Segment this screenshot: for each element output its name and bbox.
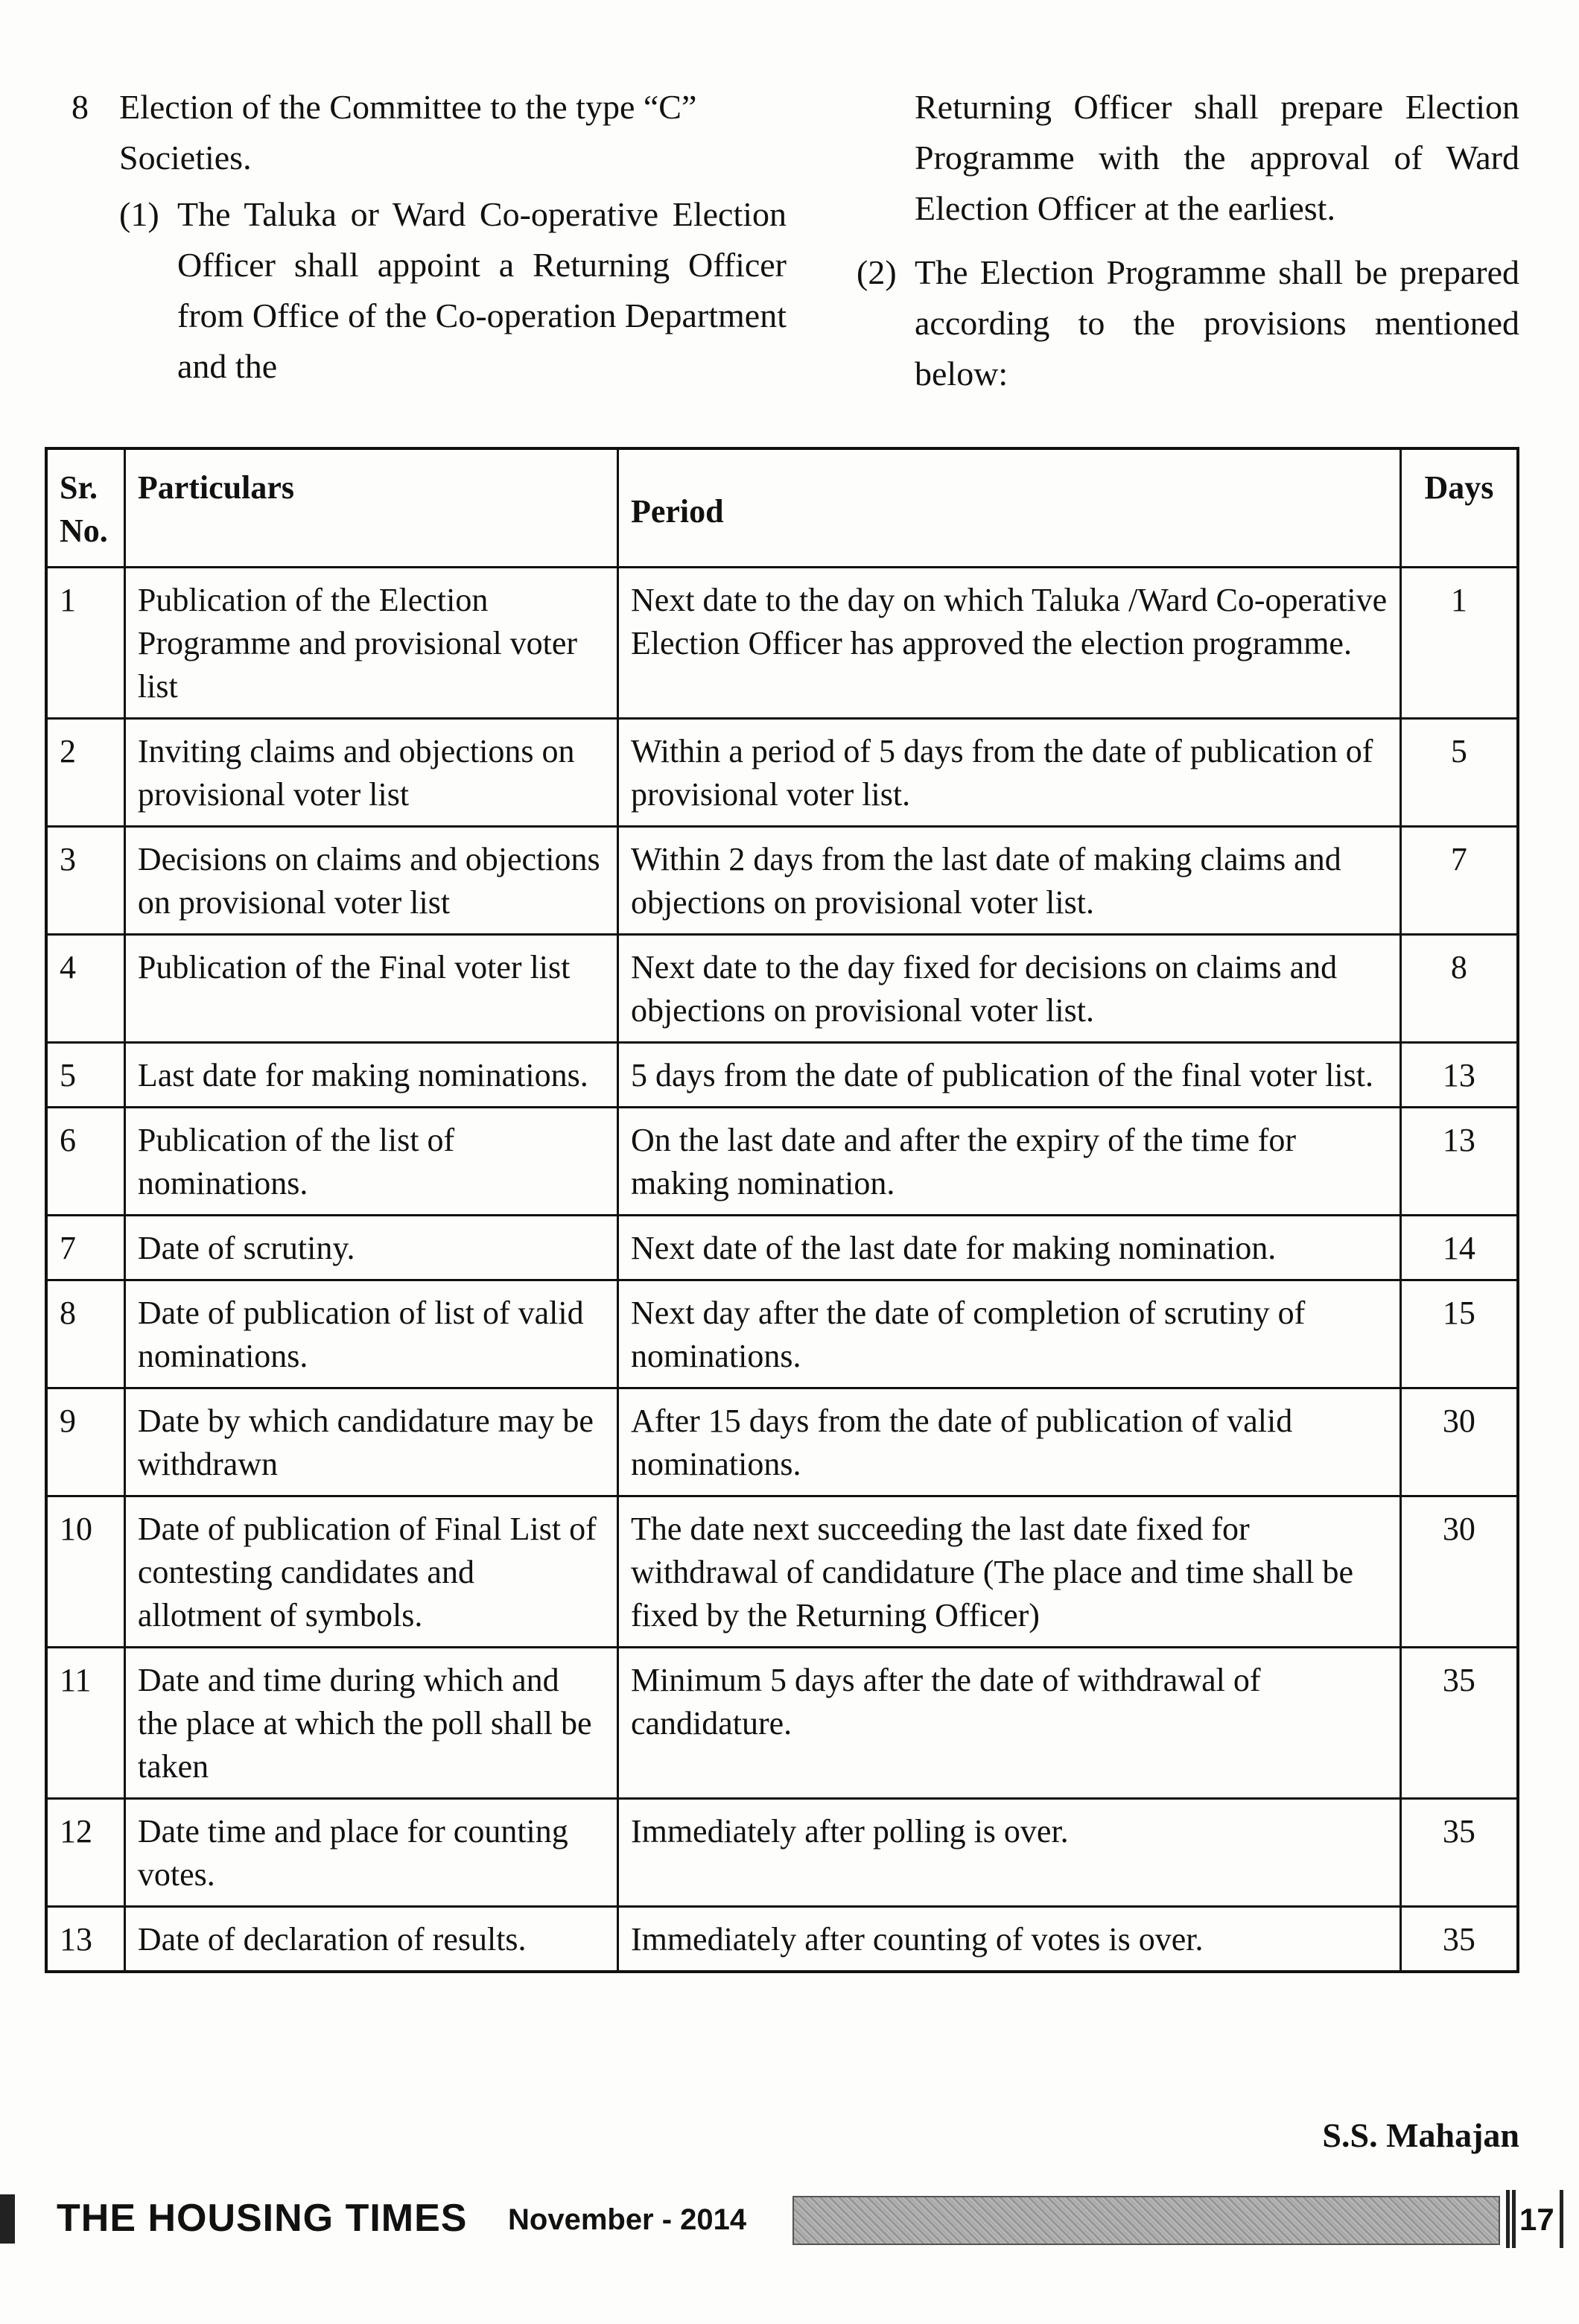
cell-particulars: Date time and place for counting votes. [124,1799,617,1907]
table-row [46,1907,1518,1972]
cell-particulars: Date by which candidature may be withdrawn [124,1388,617,1496]
table-header-row [46,448,1518,568]
footer-rule-right [1560,2190,1563,2248]
cell-period: Within 2 days from the last date of making claims and objections on provisional voter list. [617,827,1400,935]
table-row [46,1216,1518,1280]
sub-clause-2-number: (2) [857,253,897,291]
header-particulars: Particulars [124,448,617,568]
cell-sr: 11 [46,1648,124,1799]
cell-sr: 13 [46,1907,124,1972]
cell-period: After 15 days from the date of publication of valid nominations. [617,1388,1400,1496]
sub-clause-1 [72,189,787,392]
cell-sr: 4 [46,935,124,1043]
table-row [46,568,1518,719]
footer-decorative-band [792,2196,1500,2245]
cell-sr: 12 [46,1799,124,1907]
table-row [46,1496,1518,1648]
cell-particulars: Date of declaration of results. [124,1907,617,1972]
cell-period: Next day after the date of completion of scrutiny of nominations. [617,1280,1400,1388]
table-row [46,1280,1518,1388]
intro-left-column [72,82,787,392]
election-programme-table [45,447,1519,1973]
footer-rule-left [1506,2190,1510,2248]
page-number: 17 [1519,2202,1554,2237]
section-heading [72,82,787,183]
table-row [46,827,1518,935]
cell-sr: 7 [46,1216,124,1280]
cell-days: 14 [1400,1216,1518,1280]
cell-particulars: Decisions on claims and objections on provisional voter list [124,827,617,935]
cell-days: 15 [1400,1280,1518,1388]
cell-period: Minimum 5 days after the date of withdrawal of candidature. [617,1648,1400,1799]
cell-days: 5 [1400,719,1518,827]
sub-clause-2 [857,247,1519,399]
cell-period: 5 days from the date of publication of the final voter list. [617,1043,1400,1108]
cell-days: 35 [1400,1907,1518,1972]
cell-days: 13 [1400,1043,1518,1108]
page-footer [0,2190,1579,2257]
section-number: 8 [72,88,89,126]
cell-particulars: Publication of the list of nominations. [124,1108,617,1216]
table-row [46,719,1518,827]
author-name: S.S. Mahajan [1322,2116,1519,2154]
cell-particulars: Inviting claims and objections on provisional voter list [124,719,617,827]
cell-days: 1 [1400,568,1518,719]
footer-edge-bar [0,2194,15,2244]
cell-particulars: Date of publication of Final List of contesting candidates and allotment of symbols. [124,1496,617,1648]
table-row [46,1388,1518,1496]
table-row [46,1648,1518,1799]
sub-clause-1-text: The Taluka or Ward Co-operative Election Officer shall appoint a Returning Officer from Office of the Co-operation Department and the [177,195,787,385]
cell-period: Immediately after polling is over. [617,1799,1400,1907]
cell-particulars: Date of publication of list of valid nominations. [124,1280,617,1388]
cell-sr: 1 [46,568,124,719]
header-sr-no: Sr. No. [46,448,124,568]
cell-sr: 3 [46,827,124,935]
cell-particulars: Last date for making nominations. [124,1043,617,1108]
cell-days: 35 [1400,1799,1518,1907]
table-row [46,1043,1518,1108]
cell-period: Immediately after counting of votes is over. [617,1907,1400,1972]
cell-period: Next date to the day fixed for decisions on claims and objections on provisional voter list. [617,935,1400,1043]
sub-clause-1-number: (1) [119,195,159,233]
cell-particulars: Publication of the Final voter list [124,935,617,1043]
cell-sr: 5 [46,1043,124,1108]
cell-sr: 6 [46,1108,124,1216]
footer-rule-inner [1512,2190,1516,2248]
section-title: Election of the Committee to the type “C” Societies. [119,88,697,177]
intro-right-column [857,82,1519,399]
header-period: Period [617,448,1400,568]
cell-sr: 10 [46,1496,124,1648]
cell-particulars: Date and time during which and the place at which the poll shall be taken [124,1648,617,1799]
cell-days: 35 [1400,1648,1518,1799]
cell-period: Next date of the last date for making nomination. [617,1216,1400,1280]
magazine-title: THE HOUSING TIMES [57,2197,468,2240]
cell-days: 7 [1400,827,1518,935]
cell-period: Within a period of 5 days from the date of publication of provisional voter list. [617,719,1400,827]
cell-sr: 8 [46,1280,124,1388]
table-row [46,1108,1518,1216]
cell-period: The date next succeeding the last date fixed for withdrawal of candidature (The place and time shall be fixed by the Returning Officer) [617,1496,1400,1648]
cell-days: 30 [1400,1388,1518,1496]
cell-days: 13 [1400,1108,1518,1216]
header-days: Days [1400,448,1518,568]
table-row [46,1799,1518,1907]
table-row [46,935,1518,1043]
cell-period: Next date to the day on which Taluka /Ward Co-operative Election Officer has approved the election programme. [617,568,1400,719]
cell-days: 30 [1400,1496,1518,1648]
cell-sr: 2 [46,719,124,827]
cell-period: On the last date and after the expiry of the time for making nomination. [617,1108,1400,1216]
cell-days: 8 [1400,935,1518,1043]
issue-date: November - 2014 [508,2203,747,2236]
sub-clause-2-text: The Election Programme shall be prepared according to the provisions mentioned below: [915,253,1519,393]
cell-particulars: Date of scrutiny. [124,1216,617,1280]
cell-sr: 9 [46,1388,124,1496]
cell-particulars: Publication of the Election Programme and provisional voter list [124,568,617,719]
sub-clause-1-continued: Returning Officer shall prepare Election Programme with the approval of Ward Election Officer at the earliest. [915,88,1519,227]
